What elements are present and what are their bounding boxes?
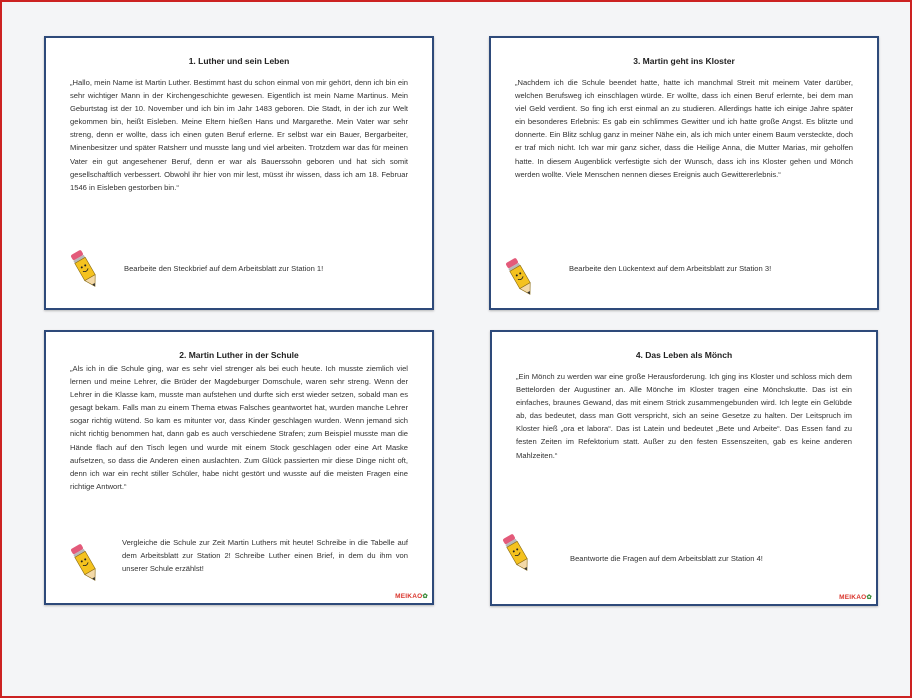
card-text: „Als ich in die Schule ging, war es sehr viel strenger als bei euch heute. Ich musste ziemlich viel lernen und meine Lehrer, die Brüder der Magdeburger Domschule, waren sehr streng. Wenn der Lehrer in die Klasse kam, musste man aufstehen und durfte sich erst wieder setzen, sobald man es gesagt bekam. Falls man zu einem Thema etwas Falsches geantwortet hat, wurden manche Lehrer sogar richtig wütend. So kam es mitunter vor, dass Kinder geschlagen wurden. Wenn jemand sich nicht richtig benommen hat, dann gab es auch verschiedene Strafen; zum Beispiel musste man die Hände flach auf den Tisch legen und wurde mit einem Stock geschlagen oder eine Art Maske aufsetzen, so dass die Anderen einen auslachten. Zum Glück passierten mir diese Dinge nicht oft, denn ich war ein recht stiller Schüler, habe nicht gestört und wusste auf die meisten Fragen eine richtige Antwort.“	[70, 364, 408, 491]
pencil-mascot-icon	[498, 532, 536, 574]
pencil-mascot-icon	[66, 542, 104, 584]
station-card-4	[490, 330, 878, 606]
card-title: 4. Das Leben als Mönch	[635, 350, 733, 360]
card-title: 1. Luther und sein Leben	[188, 56, 290, 66]
card-text: „Ein Mönch zu werden war eine große Herausforderung. Ich ging ins Kloster und schloss mich dem Bettelorden der Augustiner an. Alle Mönche im Kloster tragen eine Mönchskutte. Das ist ein einfaches, braunes Gewand, das mit einem Strick zusammengebunden wird. Ich legte ein Gelübde ab, das bedeutet, dass man Gott verspricht, sich an seine Gesetze zu halten. Der Leitspruch im Kloster hieß „ora et labora“. Das ist Latein und bedeutet „Bete und Arbeite“. Das Essen fand zu festen Zeiten im Refektorium statt. Außer zu den festen Essenszeiten, gab es keine anderen Mahlzeiten.“	[516, 372, 852, 460]
meikao-logo: MEIKAO✿	[395, 593, 428, 600]
card-text: „Hallo, mein Name ist Martin Luther. Bestimmt hast du schon einmal von mir gehört, denn ich bin ein sehr wichtiger Mann in der Kirchengeschichte gewesen. Eigentlich ist mein Name Martinus. Mein Geburtstag ist der 10. November und ich bin im Jahr 1483 geboren. Die Stadt, in der ich zur Welt gekommen bin, heißt Eisleben. Meine Eltern hießen Hans und Margarethe. Mein Vater war sehr streng, denn er wollte, dass ich einen guten Beruf erlerne. Er selbst war ein Bauer, Bergarbeiter, Minenbesitzer und später Ratsherr und musste lang und viel arbeiten. Trotzdem war das für meinen Vater ein gut angesehener Beruf, denn er war als Bauerssohn geboren und hat sich somit gesellschaftlich verbessert. Obwohl ihr hier von mir lest, müsst ihr wissen, dass ich am 18. Februar 1546 in Eisleben gestorben bin.“	[70, 78, 408, 192]
task-instruction: Vergleiche die Schule zur Zeit Martin Luthers mit heute! Schreibe in die Tabelle auf dem Arbeitsblatt zur Station 2! Schreibe Luther einen Brief, in dem du ihm von unserer Schule erzählst!	[122, 538, 408, 573]
meikao-logo: MEIKAO✿	[839, 594, 872, 601]
task-instruction: Bearbeite den Steckbrief auf dem Arbeitsblatt zur Station 1!	[124, 264, 324, 273]
task-instruction: Bearbeite den Lückentext auf dem Arbeitsblatt zur Station 3!	[569, 264, 772, 273]
pencil-mascot-icon	[66, 248, 104, 290]
task-instruction: Beantworte die Fragen auf dem Arbeitsblatt zur Station 4!	[570, 554, 763, 563]
pencil-mascot-icon	[501, 256, 539, 298]
station-card-1	[44, 36, 434, 310]
card-text: „Nachdem ich die Schule beendet hatte, hatte ich manchmal Streit mit meinem Vater darüber, welchen Berufsweg ich einschlagen würde. Er wollte, dass ich einen Beruf erlernte, bei dem man viel Geld verdient. So fing ich erst einmal an zu studieren. Allerdings hatte ich einige Jahre später ein besonderes Erlebnis: Es gab ein schlimmes Gewitter und ich hatte große Angst. Es blitzte und donnerte. Ein Blitz schlug ganz in meiner Nähe ein, als ich mich unter einem Baum versteckte, doch er traf mich nicht. Ich war mir ganz sicher, dass die Heilige Anna, die Mutter Marias, mir geholfen hatte. In diesem Augenblick verfestigte sich der Wunsch, dass ich ins Kloster gehen und Mönch werden wollte. Viele Menschen nennen dieses Ereignis auch Gewittererlebnis.“	[515, 78, 853, 179]
card-title: 3. Martin geht ins Kloster	[633, 56, 735, 66]
station-card-2	[44, 330, 434, 605]
card-title: 2. Martin Luther in der Schule	[179, 350, 299, 360]
station-card-3	[489, 36, 879, 310]
